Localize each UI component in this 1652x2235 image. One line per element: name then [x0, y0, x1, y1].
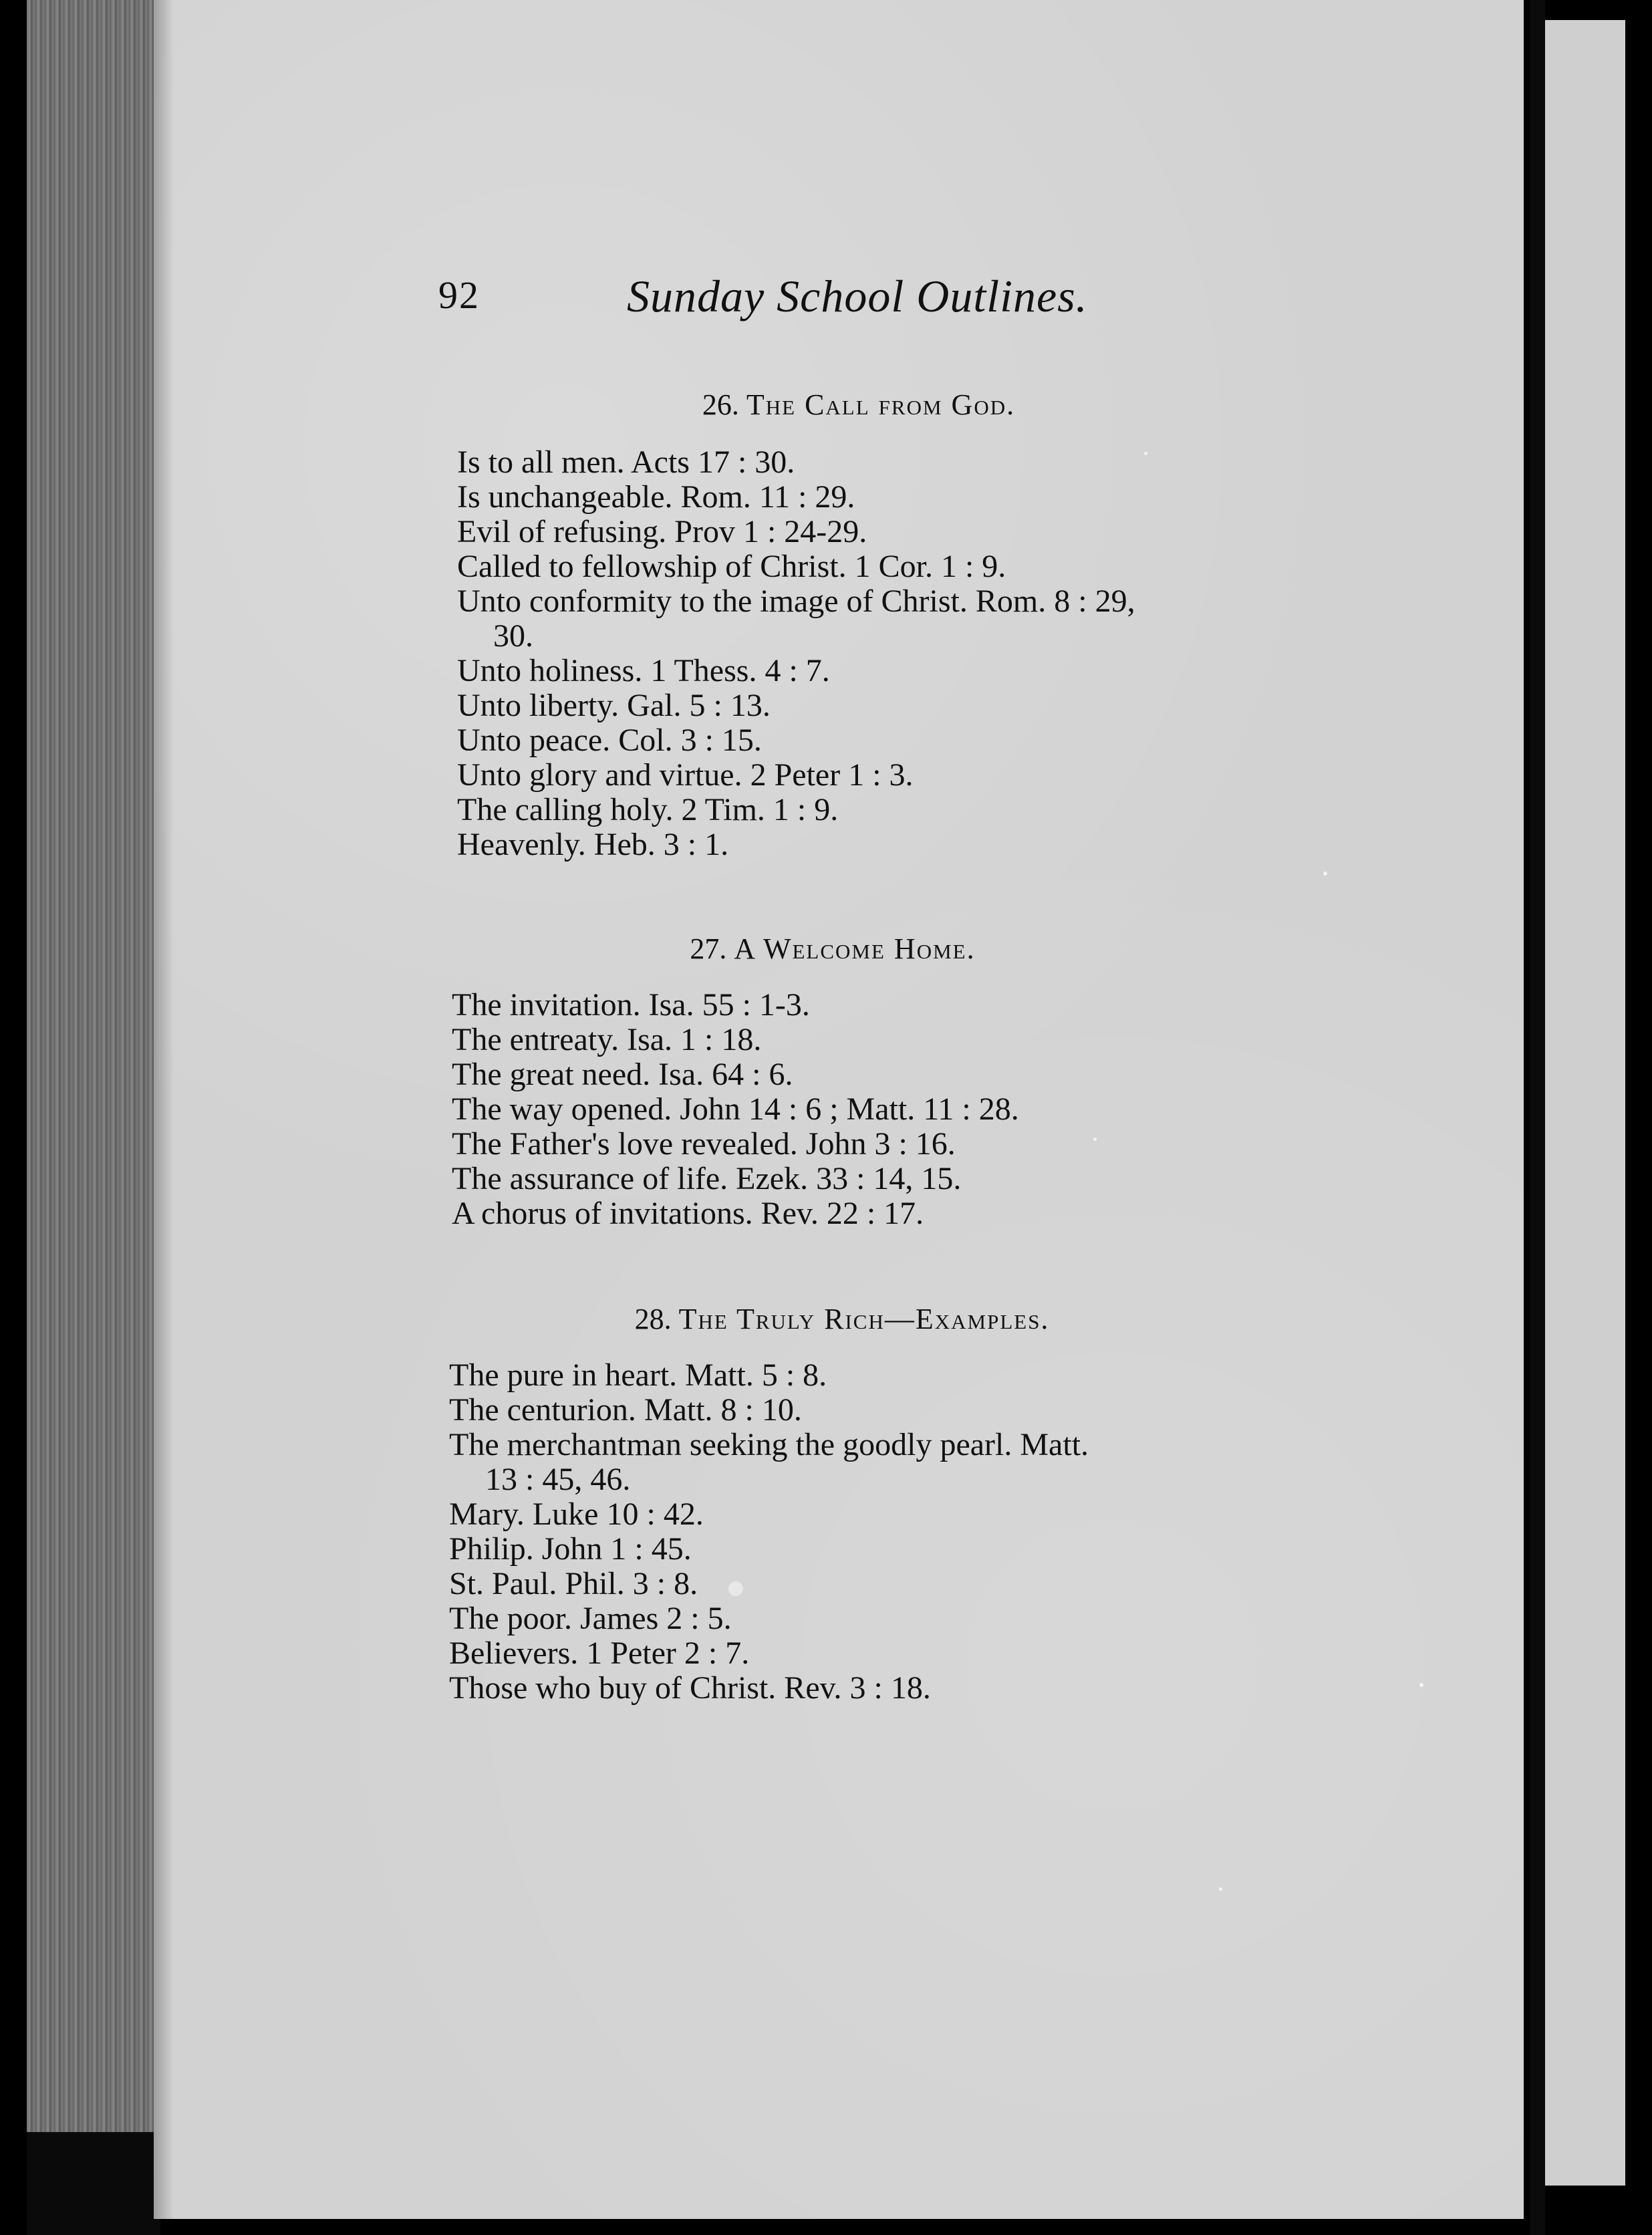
- list-item: Those who buy of Christ. Rev. 3 : 18.: [449, 1670, 931, 1706]
- section-title: The Call from God.: [746, 388, 1016, 421]
- list-item: Unto peace. Col. 3 : 15.: [457, 722, 762, 758]
- list-item: The merchantman seeking the goodly pearl. Matt.: [449, 1427, 1089, 1462]
- list-item: The way opened. John 14 : 6 ; Matt. 11 : 28.: [452, 1091, 1019, 1127]
- section-27-entries: [452, 988, 1019, 1231]
- list-item: The centurion. Matt. 8 : 10.: [449, 1392, 802, 1428]
- section-number: 27.: [690, 932, 727, 965]
- list-item: Unto holiness. 1 Thess. 4 : 7.: [457, 653, 830, 688]
- section-title: The Truly Rich—Examples.: [678, 1303, 1050, 1335]
- list-item: Is unchangeable. Rom. 11 : 29.: [457, 479, 855, 515]
- section-28-entries: [449, 1358, 1089, 1706]
- page-edges-shadow: [27, 2132, 160, 2235]
- section-heading-27: [0, 932, 1652, 966]
- list-item: The invitation. Isa. 55 : 1-3.: [452, 987, 810, 1023]
- list-item: Philip. John 1 : 45.: [449, 1531, 692, 1567]
- list-item: The entreaty. Isa. 1 : 18.: [452, 1022, 762, 1057]
- running-title: Sunday School Outlines.: [627, 271, 1088, 321]
- gutter-shadow: [154, 0, 174, 2219]
- list-item: The calling holy. 2 Tim. 1 : 9.: [457, 792, 839, 827]
- paper-speck: [1219, 1887, 1222, 1891]
- list-item: The poor. James 2 : 5.: [449, 1601, 732, 1636]
- page-edges-stack: [27, 0, 160, 2235]
- list-item: Is to all men. Acts 17 : 30.: [457, 444, 795, 480]
- list-item: St. Paul. Phil. 3 : 8.: [449, 1566, 698, 1601]
- list-item: The pure in heart. Matt. 5 : 8.: [449, 1357, 827, 1393]
- section-26-entries: [457, 445, 1135, 862]
- list-item: Unto liberty. Gal. 5 : 13.: [457, 688, 771, 723]
- list-item: A chorus of invitations. Rev. 22 : 17.: [452, 1196, 924, 1231]
- list-item-continuation: 30.: [493, 618, 533, 654]
- facing-page-strip: [1545, 20, 1625, 2186]
- list-item: Called to fellowship of Christ. 1 Cor. 1 : 9.: [457, 549, 1006, 584]
- facing-page-edge: [1530, 0, 1545, 2235]
- section-number: 28.: [634, 1303, 672, 1335]
- list-item: Believers. 1 Peter 2 : 7.: [449, 1635, 750, 1671]
- list-item: The assurance of life. Ezek. 33 : 14, 15.: [452, 1161, 962, 1196]
- list-item: Mary. Luke 10 : 42.: [449, 1496, 704, 1532]
- paper-speck: [1323, 872, 1327, 876]
- section-title: A Welcome Home.: [734, 932, 976, 965]
- paper-speck: [1144, 452, 1147, 455]
- list-item-continuation: 13 : 45, 46.: [485, 1462, 631, 1497]
- section-heading-26: [0, 388, 1652, 422]
- running-head: [0, 273, 1652, 333]
- list-item: Heavenly. Heb. 3 : 1.: [457, 827, 729, 862]
- list-item: The Father's love revealed. John 3 : 16.: [452, 1126, 956, 1162]
- list-item: Unto conformity to the image of Christ. Rom. 8 : 29,: [457, 583, 1135, 619]
- page-number: 92: [438, 273, 480, 317]
- paper-speck: [1419, 1683, 1423, 1687]
- list-item: Evil of refusing. Prov 1 : 24-29.: [457, 514, 867, 549]
- list-item: The great need. Isa. 64 : 6.: [452, 1057, 793, 1092]
- section-number: 26.: [702, 388, 739, 421]
- paper-speck: [1093, 1138, 1097, 1141]
- section-heading-28: [0, 1302, 1652, 1336]
- list-item: Unto glory and virtue. 2 Peter 1 : 3.: [457, 757, 914, 793]
- scan-border: [1625, 0, 1652, 2235]
